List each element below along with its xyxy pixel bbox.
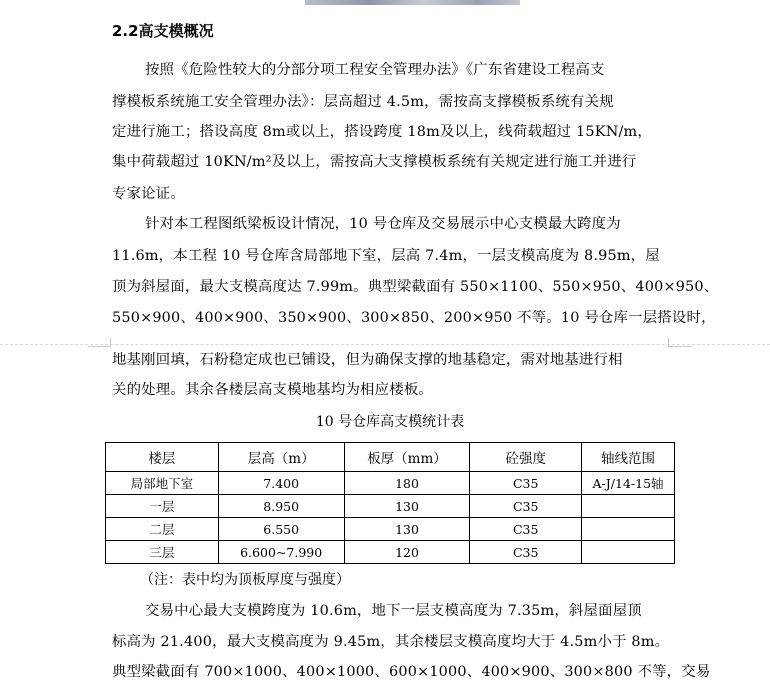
table-cell <box>582 495 675 518</box>
table-row <box>106 495 675 518</box>
paragraph-line: 交易中心最大支模跨度为 10.6m，地下一层支模高度为 7.35m，斜屋面屋顶 <box>145 603 642 619</box>
paragraph-line: 550×900、400×900、350×900、300×850、200×950 不等。10 号仓库一层搭设时， <box>112 310 716 326</box>
page-break-line <box>0 344 770 345</box>
table-caption: 10 号仓库高支模统计表 <box>315 414 465 430</box>
page-corner-mark <box>88 338 111 347</box>
table-cell: 一层 <box>106 495 219 518</box>
table-cell: 180 <box>344 472 470 495</box>
paragraph-line: 撑模板系统施工安全管理办法》：层高超过 4.5m，需按高支撑模板系统有关规 <box>112 94 614 110</box>
section-heading: 2.2高支模概况 <box>112 22 214 40</box>
paragraph-line: 地基刚回填，石粉稳定成也已铺设，但为确保支撑的地基稳定，需对地基进行相 <box>112 352 623 368</box>
column-header: 板厚（mm） <box>344 443 470 472</box>
table-cell <box>582 518 675 541</box>
table-cell: 7.400 <box>218 472 344 495</box>
table-cell: C35 <box>470 541 582 564</box>
table-cell <box>582 541 675 564</box>
table-cell: 130 <box>344 518 470 541</box>
table-cell: 局部地下室 <box>106 472 219 495</box>
paragraph-line: 按照《危险性较大的分部分项工程安全管理办法》《广东省建设工程高支 <box>145 62 605 78</box>
paragraph-line: 11.6m，本工程 10 号仓库含局部地下室，层高 7.4m，一层支模高度为 8.95m，屋 <box>112 248 660 264</box>
table-cell: C35 <box>470 472 582 495</box>
paragraph-line: 关的处理。其余各楼层高支模地基均为相应楼板。 <box>112 382 433 398</box>
statistics-table <box>105 442 675 564</box>
table-header-row <box>106 443 675 472</box>
paragraph-line: 专家论证。 <box>112 186 185 202</box>
table-cell: 130 <box>344 495 470 518</box>
paragraph-line: 定进行施工；搭设高度 8m或以上，搭设跨度 18m及以上，线荷载超过 15KN/m， <box>112 124 652 140</box>
table-cell: 6.550 <box>218 518 344 541</box>
paragraph-line: 标高为 21.400，最大支模高度为 9.45m，其余楼层支模高度均大于 4.5m小于 8m。 <box>112 634 670 650</box>
table-row <box>106 472 675 495</box>
table-cell: A-J/14-15轴 <box>582 472 675 495</box>
column-header: 砼强度 <box>470 443 582 472</box>
column-header: 轴线范围 <box>582 443 675 472</box>
table-cell: 120 <box>344 541 470 564</box>
table-cell: C35 <box>470 518 582 541</box>
table-row <box>106 518 675 541</box>
paragraph-line: 集中荷载超过 10KN/m²及以上，需按高大支撑模板系统有关规定进行施工并进行 <box>112 154 637 170</box>
paragraph-line: 典型梁截面有 700×1000、400×1000、600×1000、400×900、300×800 不等，交易 <box>112 664 711 680</box>
paragraph-line: 针对本工程图纸梁板设计情况，10 号仓库及交易展示中心支模最大跨度为 <box>145 216 621 232</box>
table-cell: 8.950 <box>218 495 344 518</box>
table-cell: C35 <box>470 495 582 518</box>
table-cell: 6.600~7.990 <box>218 541 344 564</box>
paragraph-line: 顶为斜屋面，最大支模高度达 7.99m。典型梁截面有 550×1100、550×950、400×950、 <box>112 279 719 295</box>
table-row <box>106 541 675 564</box>
embedded-image-fragment <box>305 0 520 5</box>
page-corner-mark <box>668 338 691 347</box>
column-header: 楼层 <box>106 443 219 472</box>
table-cell: 二层 <box>106 518 219 541</box>
table-note: （注：表中均为顶板厚度与强度） <box>140 572 350 588</box>
column-header: 层高（m） <box>218 443 344 472</box>
table-cell: 三层 <box>106 541 219 564</box>
